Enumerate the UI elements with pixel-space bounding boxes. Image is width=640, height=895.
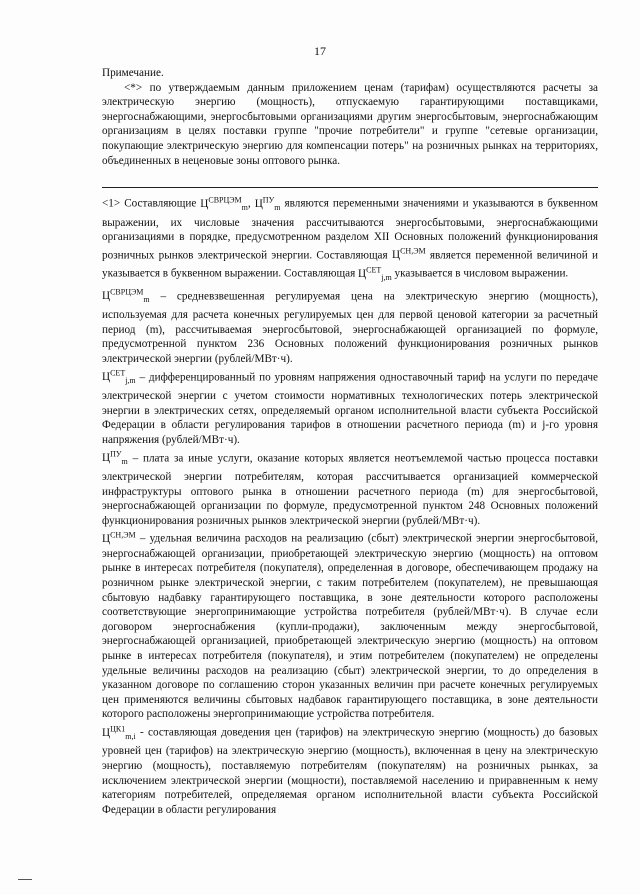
- symbol-c-pu: [254, 195, 281, 212]
- symbol-letter: Ц: [102, 290, 111, 303]
- page-number: 17: [314, 44, 326, 58]
- symbol-c-set: [358, 265, 392, 283]
- note-heading: Примечание.: [102, 67, 164, 79]
- symbol-subscript: m,i: [125, 731, 136, 741]
- definition-ck1: [102, 722, 598, 818]
- footnote-1-text-a: <1> Составляющие: [102, 197, 201, 210]
- symbol-superscript: СН,ЭМ: [400, 246, 426, 256]
- symbol-c-svrcem: [200, 195, 248, 212]
- symbol-c-sn-em: [391, 246, 426, 262]
- footnote-separator: [102, 187, 598, 188]
- symbol-superscript: СВРЦЭМ: [208, 195, 242, 204]
- symbol-c-ck1: [102, 723, 136, 741]
- symbol-letter: Ц: [358, 267, 367, 280]
- definition-text: – средневзвешенная регулируемая цена на электрическую энергию (мощность), используемая для расчета конечных регулируемых цен для первой ценовой категории за расчетный период (m), рассчитываемая энергосбытовой, энергоснабжающей организацией по формуле, предусмотренной пунктом 236 Основных положений функционирования розничных рынков электрической энергии (рублей/МВт·ч).: [102, 290, 598, 365]
- footnote-section: [102, 193, 598, 817]
- footnote-paragraph-1: [102, 193, 598, 286]
- footnote-1-text-e: указывается в числовом выражении.: [391, 267, 569, 280]
- symbol-letter: Ц: [102, 371, 111, 384]
- symbol-subscript: j,m: [381, 273, 392, 283]
- symbol-letter: Ц: [254, 197, 263, 210]
- symbol-subscript: m: [241, 202, 248, 212]
- symbol-superscript: ПУ: [262, 195, 275, 204]
- footnote-1-text-c: являются переменными значениями и указываются в буквенном выражении, их числовые значения рассчитываются энергосбытовыми, энергоснабжающими организациями в порядке, предусмотренном разделом XII Основных положений функционирования розничных рынков электрической энергии. Составляющая: [102, 197, 599, 262]
- symbol-superscript: ПУ: [110, 449, 122, 459]
- symbol-subscript: j,m: [125, 376, 136, 386]
- scan-margin-mark: [18, 879, 32, 880]
- symbol-superscript: СВРЦЭМ: [110, 287, 144, 297]
- symbol-superscript: СЕТ: [110, 368, 126, 378]
- footnote-1-text-b: ,: [247, 197, 255, 210]
- note-text: <*> по утверждаемым данным приложением ценам (тарифам) осуществляются расчеты за электрическую энергию (мощность), отпускаемую гарантирующими поставщиками, энергоснабжающими, энергосбытовыми организациями другим энергосбытовым, энергоснабжающим организациям в целях поставки группе "прочие потребители" и группе "сетевые организации, покупающие электрическую энергию для компенсации потерь" на розничных рынках на территориях, объединенных в неценовые зоны оптового рынка.: [102, 81, 598, 167]
- footnote-1-text-d: является переменной величиной и указывается в буквенном выражении. Составляющая: [102, 249, 598, 280]
- symbol-superscript: ЦК1: [110, 723, 126, 733]
- symbol-superscript: СЕТ: [366, 265, 382, 275]
- symbol-letter: Ц: [102, 533, 111, 546]
- symbol-c-set: [102, 368, 136, 386]
- symbol-letter: Ц: [102, 726, 111, 739]
- symbol-superscript: СН,ЭМ: [110, 530, 136, 540]
- symbol-c-pu: [102, 449, 128, 467]
- definition-text: - составляющая доведения цен (тарифов) на электрическую энергию (мощность) до базовых уровней цен (тарифов) на электрическую энергию (мощность), включенная в цену на электрическую энергию (мощность), поставляемую потребителям (покупателям) на розничных рынках, за исключением электрической энергии (мощности), поставляемой населению и приравненным к нему категориям потребителей, определяемая органом исполнительной власти субъекта Российской Федерации в области регулирования: [102, 726, 598, 816]
- symbol-subscript: m: [121, 457, 128, 467]
- definition-text: – плата за иные услуги, оказание которых является неотъемлемой частью процесса поставки электрической энергии потребителям, которая рассчитывается организацией коммерческой инфраструктуры оптового рынка в отношении расчетного периода (m) для энергосбытовой, энергоснабжающей организации по формуле, предусмотренной пунктом 248 Основных положений функционирования розничных рынков электрической энергии (рублей/МВт·ч).: [102, 452, 598, 527]
- symbol-c-sn-em: [102, 530, 136, 546]
- definition-set: [102, 367, 598, 448]
- note-section: [102, 66, 598, 168]
- definition-svrcem: [102, 286, 598, 367]
- symbol-letter: Ц: [200, 197, 209, 210]
- definition-text: – удельная величина расходов на реализацию (сбыт) электрической энергии энергосбытовой, энергоснабжающей организации, приобретающей электрическую энергию (мощность) на оптовом рынке в интересах потребителя (покупателя), определенная в договоре, обеспечивающем продажу на розничном рынке электрической энергии, с таким потребителем (покупателем), не превышающая сбытовую надбавку гарантирующего поставщика, в зоне деятельности которого расположены соответствующие энергопринимающие устройства потребителя (рублей/МВт·ч). В случае если договором энергоснабжения (купли-продажи), заключенным между энергосбытовой, энергоснабжающей организацией, приобретающей электрическую энергию (мощность) на оптовом рынке в интересах потребителя (покупателя), и этим потребителем (покупателем) не определены удельные величины расходов на реализацию (сбыт) электрической энергии, то до определения в указанном договоре по соглашению сторон указанных величин при расчете конечных регулируемых цен применяются величины сбытовых надбавок гарантирующего поставщика, в зоне деятельности которого расположены энергопринимающие устройства потребителя.: [102, 533, 598, 721]
- symbol-subscript: m: [274, 202, 281, 212]
- symbol-c-svrcem: [102, 287, 150, 305]
- definition-sn-em: [102, 528, 598, 721]
- symbol-letter: Ц: [102, 452, 111, 465]
- symbol-letter: Ц: [391, 249, 401, 262]
- definition-text: – дифференцированный по уровням напряжения одноставочный тариф на услуги по передаче электрической энергии с учетом стоимости нормативных технологических потерь электрической энергии в электрических сетях, определяемый органом исполнительной власти субъекта Российской Федерации в области регулирования тарифов в отношении расчетного периода (m) и j-го уровня напряжения (рублей/МВт·ч).: [102, 371, 598, 446]
- symbol-subscript: m: [143, 295, 150, 305]
- definition-pu: [102, 448, 598, 529]
